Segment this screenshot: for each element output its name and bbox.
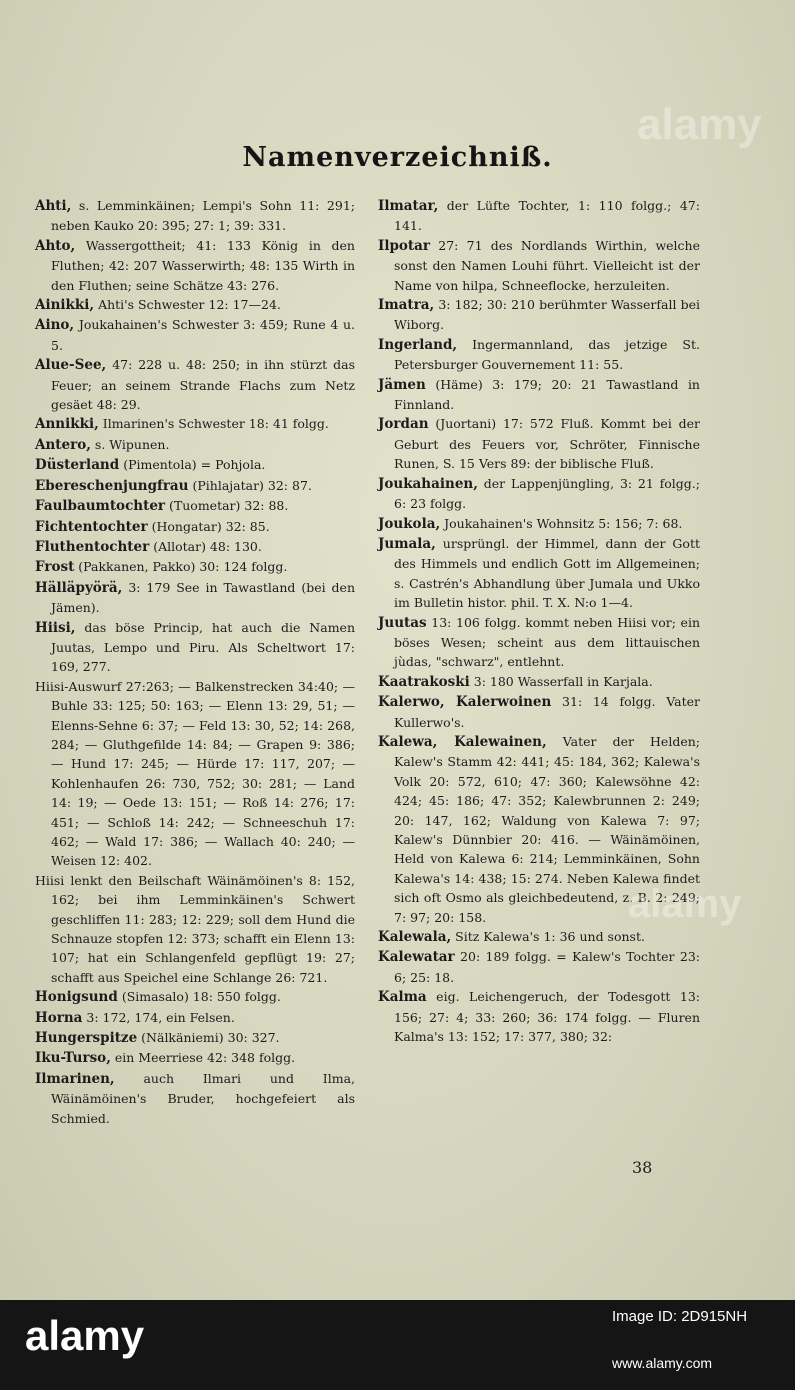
stock-footer — [0, 1300, 795, 1390]
entry-headword: Jordan — [378, 416, 429, 433]
entry-headword: Fluthentochter — [35, 538, 150, 555]
entry-text: Joukahainen's Wohnsitz 5: 156; 7: 68. — [444, 515, 683, 531]
entry-text: 3: 180 Wasserfall in Karjala. — [473, 673, 653, 689]
entry-text: (Simasalo) 18: 550 folgg. — [121, 989, 281, 1005]
entry-text: (Pakkanen, Pakko) 30: 124 folgg. — [78, 559, 288, 575]
index-entry — [35, 578, 355, 618]
entry-text: 3: 172, 174, ein Felsen. — [86, 1009, 235, 1025]
entry-text: der Lüfte Tochter, 1: 110 folgg.; 47: 141. — [394, 198, 700, 234]
entry-text: das böse Princip, hat auch die Namen Juutas, Lempo und Piru. Als Scheltwort 17: 169, 277. — [51, 619, 355, 675]
entry-text: Ahti's Schwester 12: 17—24. — [98, 297, 281, 313]
entry-headword: Düsterland — [35, 457, 120, 474]
index-entry — [378, 534, 700, 613]
index-entry — [378, 414, 700, 473]
entry-text: (Tuometar) 32: 88. — [169, 498, 289, 514]
entry-text: 27: 71 des Nordlands Wirthin, welche sonst den Namen Louhi führt. Vielleicht ist der Name von hilpa, Schneeflocke, herzuleiten. — [394, 237, 700, 293]
entry-text: 3: 179 See in Tawastland (bei den Jämen). — [51, 579, 356, 616]
entry-text: ein Meerriese 42: 348 folgg. — [114, 1050, 296, 1066]
entry-headword: Joukola, — [378, 515, 441, 532]
left-column — [35, 196, 355, 1128]
entry-text: Hiisi lenkt den Beilschaft Wäinämöinen's 8: 152, 162; bei ihm Lemminkäinen's Schwert geschliffen 11: 283; 12: 229; soll dem Hund die Schnauze stopfen 12: 373; schafft ein Elenn 13: 107; hat ein Schlangenfeld gepflügt 19: 27; schafft aus Speichel eine Schlange 26: 721. — [35, 872, 355, 985]
entry-headword: Ainikki, — [35, 297, 95, 314]
entry-headword: Faulbaumtochter — [35, 498, 166, 515]
index-entry — [378, 927, 700, 947]
entry-headword: Hungerspitze — [35, 1030, 138, 1047]
footer-url: www.alamy.com — [612, 1355, 713, 1371]
entry-text: s. Wipunen. — [94, 436, 170, 452]
index-entry — [35, 1008, 355, 1028]
index-entry — [35, 355, 355, 414]
entry-text: 13: 106 folgg. kommt neben Hiisi vor; ein böses Wesen; scheint aus dem littauischen jùdas, "schwarz", entlehnt. — [394, 614, 700, 670]
index-entry — [378, 295, 700, 335]
alamy-logo: alamy — [25, 1312, 145, 1359]
index-entry — [35, 871, 355, 987]
entry-headword: Honigsund — [35, 989, 118, 1006]
entry-text: 31: 14 folgg. Vater Kullerwo's. — [394, 694, 700, 730]
entry-headword: Imatra, — [378, 297, 435, 314]
entry-headword: Kalewala, — [378, 929, 452, 946]
index-entry — [35, 537, 355, 557]
entry-text: (Pimentola) = Pohjola. — [123, 457, 266, 473]
index-entry — [35, 196, 355, 236]
entry-headword: Ahti, — [35, 198, 72, 214]
entry-text: (Pihlajatar) 32: 87. — [192, 477, 312, 493]
entry-headword: Fichtentochter — [35, 518, 148, 535]
index-entry — [378, 613, 700, 672]
index-entry — [378, 692, 700, 732]
entry-text: Ilmarinen's Schwester 18: 41 folgg. — [102, 416, 329, 432]
index-entry — [378, 236, 700, 295]
index-entry — [35, 315, 355, 355]
entry-text: ursprüngl. der Himmel, dann der Gott des Himmels und endlich Gott im Allgemeinen; s. Castrén's Abhandlung über Jumala und Ukko im Bulletin histor. phil. T. X. N:o 1—4. — [394, 535, 700, 611]
entry-text: auch Ilmari und Ilma, Wäinämöinen's Bruder, hochgefeiert als Schmied. — [51, 1070, 355, 1126]
entry-headword: Horna — [35, 1009, 83, 1026]
entry-text: eig. Leichengeruch, der Todesgott 13: 156; 27: 4; 33: 260; 36: 174 folgg. — Fluren Kalma's 13: 152; 17: 377, 380; 32: — [394, 989, 700, 1045]
index-entry — [35, 476, 355, 496]
index-entry — [35, 435, 355, 455]
index-entry — [35, 1069, 355, 1128]
index-entry — [378, 672, 700, 692]
entry-text: Ingermannland, das jetzige St. Petersburger Gouvernement 11: 55. — [394, 336, 700, 373]
entry-headword: Ebereschenjungfrau — [35, 477, 189, 494]
entry-headword: Aino, — [35, 317, 75, 334]
index-entry — [35, 618, 355, 677]
entry-headword: Kalma — [378, 989, 427, 1006]
index-entry — [35, 1028, 355, 1048]
index-entry — [378, 335, 700, 375]
entry-text: 47: 228 u. 48: 250; in ihn stürzt das Feuer; an seinem Strande Flachs zum Netz gesäet 48: 29. — [51, 357, 355, 413]
index-entry — [35, 677, 355, 871]
entry-headword: Ilmatar, — [378, 198, 439, 214]
entry-headword: Alue-See, — [35, 357, 107, 374]
entry-headword: Kalerwo, Kalerwoinen — [378, 694, 552, 711]
index-entry — [35, 455, 355, 475]
entry-headword: Iku-Turso, — [35, 1050, 111, 1067]
entry-text: s. Lemminkäinen; Lempi's Sohn 11: 291; neben Kauko 20: 395; 27: 1; 39: 331. — [51, 198, 355, 234]
entry-text: (Hongatar) 32: 85. — [151, 518, 270, 534]
entry-text: Hiisi-Auswurf 27:263; — Balkenstrecken 34:40; — Buhle 33: 125; 50: 163; — Elenn 13: 29, 51; — Elenns-Sehne 6: 37; — Feld 13: 30, 52; 14: 268, 284; — Gluthgefilde 14: 84; — Grapen 9: 386; — Hund 17: 245; — Hürde 17: 117, 207; — Kohlenhaufen 26: 730, 752; 30: 281; — Land 14: 19; — Oede 13: 151; — Roß 14: 276; 17: 451; — Schloß 14: 242; — Schneeschuh 17: 462; — Wald 17: 386; — Wallach 40: 240; — Weisen 12: 402. — [35, 678, 355, 869]
index-entry — [35, 987, 355, 1007]
entry-headword: Hälläpyörä, — [35, 579, 123, 596]
entry-text: 20: 189 folgg. = Kalew's Tochter 23: 6; 25: 18. — [394, 949, 700, 985]
entry-headword: Ilmarinen, — [35, 1070, 115, 1087]
entry-headword: Ilpotar — [378, 237, 430, 254]
index-entry — [378, 474, 700, 514]
index-entry — [378, 196, 700, 236]
entry-headword: Kalewa, Kalewainen, — [378, 733, 547, 750]
index-entry — [35, 557, 355, 577]
index-entry — [35, 236, 355, 295]
entry-headword: Jumala, — [378, 535, 436, 552]
index-entry — [35, 1048, 355, 1068]
page-number: 38 — [632, 1158, 653, 1177]
entry-headword: Antero, — [35, 436, 91, 453]
index-entry — [378, 947, 700, 987]
entry-text: Sitz Kalewa's 1: 36 und sonst. — [455, 929, 645, 945]
entry-headword: Kaatrakoski — [378, 673, 470, 690]
index-entry — [35, 295, 355, 315]
entry-headword: Hiisi, — [35, 619, 76, 636]
index-entry — [378, 375, 700, 415]
entry-headword: Ahto, — [35, 237, 76, 254]
entry-headword: Jämen — [378, 376, 426, 393]
watermark-middle: alamy — [628, 882, 742, 926]
index-entry — [378, 987, 700, 1046]
entry-text: (Allotar) 48: 130. — [153, 538, 262, 554]
entry-text: (Nälkäniemi) 30: 327. — [141, 1030, 280, 1046]
index-entry — [378, 514, 700, 534]
entry-text: Wassergottheit; 41: 133 König in den Fluthen; 42: 207 Wasserwirth; 48: 135 Wirth in den Fluthen; seine Schätze 43: 276. — [51, 237, 355, 293]
entry-text: (Juortani) 17: 572 Fluß. Kommt bei der Geburt des Feuers vor, Schröter, Finnische Runen, S. 15 Vers 89: der biblische Fluß. — [394, 416, 700, 472]
page-title: Namenverzeichniß. — [242, 142, 553, 173]
entry-text: (Häme) 3: 179; 20: 21 Tawastland in Finnland. — [394, 376, 700, 413]
entry-text: Joukahainen's Schwester 3: 459; Rune 4 u. 5. — [51, 317, 355, 353]
index-entry — [35, 517, 355, 537]
image-id-label: Image ID: 2D915NH — [612, 1308, 748, 1325]
entry-headword: Annikki, — [35, 416, 99, 433]
index-entry — [35, 414, 355, 434]
entry-text: der Lappenjüngling, 3: 21 folgg.; 6: 23 folgg. — [394, 475, 700, 512]
entry-headword: Kalewatar — [378, 949, 455, 966]
entry-headword: Joukahainen, — [378, 475, 478, 492]
entry-headword: Juutas — [378, 614, 427, 631]
entry-headword: Frost — [35, 559, 75, 576]
entry-headword: Ingerland, — [378, 336, 458, 353]
entry-text: Vater der Helden; Kalew's Stamm 42: 441; 45: 184, 362; Kalewa's Volk 20: 572, 610; 47: 360; Kalewsöhne 42: 424; 45: 186; 47: 352; Kalewbrunnen 2: 249; 20: 147, 162; Waldung von Kalewa 7: 97; Kalew's Dünnbier 20: 416. — Wäinämöinen, Held von Kalewa 6: 214; Lemminkäinen, Sohn Kalewa's 14: 438; 15: 274. Neben Kalewa findet sich oft Osmo als gleichbedeutend, z. B. 2: 249; 7: 97; 20: 158. — [394, 733, 700, 925]
entry-text: 3: 182; 30: 210 berühmter Wasserfall bei Wiborg. — [394, 297, 700, 333]
watermark-top: alamy — [637, 100, 762, 149]
index-entry — [35, 496, 355, 516]
